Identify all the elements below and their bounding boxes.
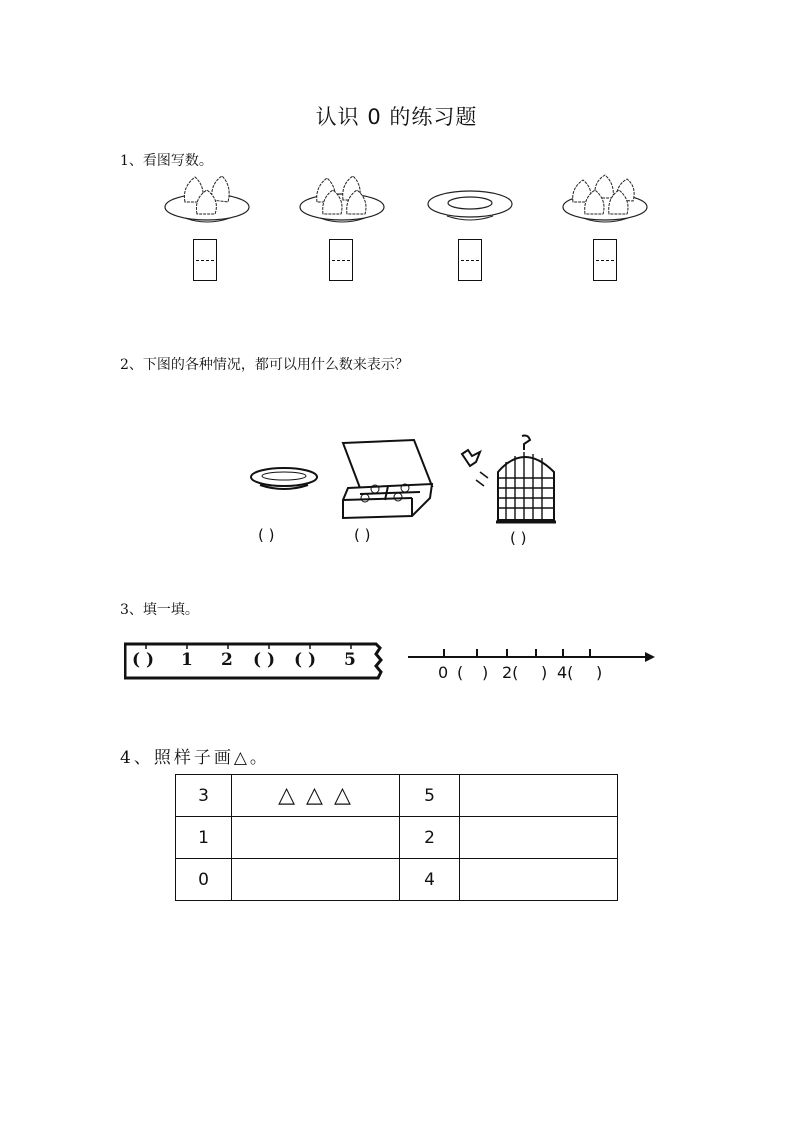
drawing-cell[interactable] [232,859,400,901]
number-line-label-0: 0 [438,663,449,682]
ruler-mark-5: 5 [344,650,356,670]
number-cell: 1 [176,817,232,859]
drawing-cell[interactable] [460,817,618,859]
answer-box-3[interactable] [458,239,482,281]
answer-box-4[interactable] [593,239,617,281]
ruler-mark-blank[interactable]: ( ) [132,650,155,670]
number-line-paren-close[interactable]: ) [482,663,489,682]
ruler-mark-2: 2 [221,650,233,670]
number-cell: 4 [400,859,460,901]
question-2-label: 2、下图的各种情况，都可以用什么数来表示？ [120,357,409,373]
question-3-label: 3、填一填。 [120,602,199,618]
ruler [124,642,382,678]
bird-cage-icon [458,432,564,528]
number-line-label-4[interactable]: 4( [557,663,574,682]
answer-paren-plate[interactable]: ( ) [258,526,275,544]
question-4-label: 4、照样子画△。 [120,748,270,768]
ruler-mark-blank[interactable]: ( ) [253,650,276,670]
number-line-label-2[interactable]: 2( [502,663,519,682]
table-row [176,775,618,817]
number-line-paren-open[interactable]: ( [457,663,464,682]
ruler-mark-1: 1 [181,650,193,670]
triangle-table [175,774,618,901]
answer-box-1[interactable] [193,239,217,281]
plate-with-3-peaches-icon [160,172,260,227]
drawing-cell[interactable] [460,859,618,901]
answer-box-2[interactable] [329,239,353,281]
open-box-icon [340,438,435,520]
table-row [176,817,618,859]
number-line-icon [405,642,660,664]
number-cell: 2 [400,817,460,859]
number-line-paren-close[interactable]: ) [596,663,603,682]
plate-with-4-peaches-icon [295,172,395,227]
number-cell: 0 [176,859,232,901]
drawing-cell[interactable] [460,775,618,817]
ruler-mark-blank[interactable]: ( ) [294,650,317,670]
empty-plate-icon [425,182,515,227]
empty-plate-icon [248,463,320,495]
page-title: 认识 0 的练习题 [315,105,478,129]
drawing-cell: △ △ △ [232,775,400,817]
number-cell: 3 [176,775,232,817]
plate-with-5-peaches-icon [555,172,655,227]
number-cell: 5 [400,775,460,817]
answer-paren-box[interactable]: ( ) [354,526,371,544]
drawing-cell[interactable] [232,817,400,859]
answer-paren-cage[interactable]: ( ) [510,529,527,547]
table-row [176,859,618,901]
number-line-paren-close[interactable]: ) [541,663,548,682]
question-1-label: 1、看图写数。 [120,153,213,169]
